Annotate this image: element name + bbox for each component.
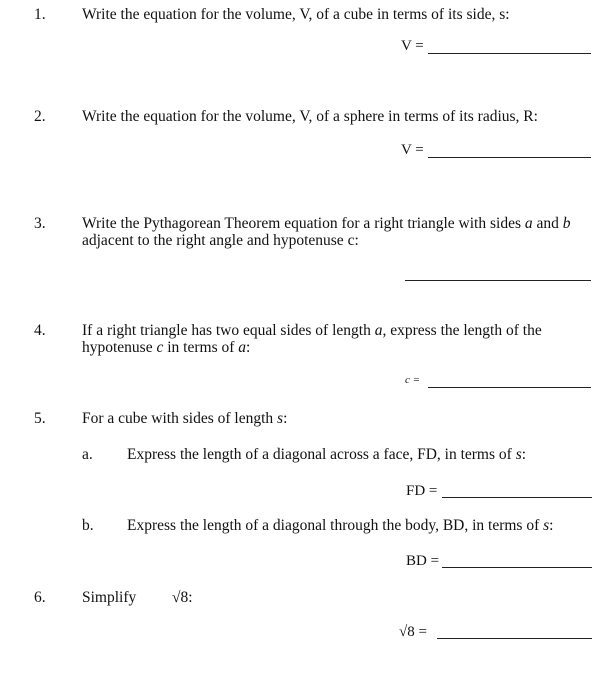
question-5-text-start: For a cube with sides of length — [82, 410, 278, 427]
question-4-answer-line[interactable] — [428, 387, 591, 388]
question-6-text: Simplify — [82, 589, 137, 606]
question-4-text-line2-end: : — [246, 339, 251, 356]
question-6-number: 6. — [34, 589, 46, 606]
question-5-number: 5. — [34, 410, 46, 427]
part-a-letter: a. — [82, 446, 93, 463]
side-s-variable: s — [277, 410, 284, 427]
question-3-and: and — [532, 215, 563, 232]
side-s-variable: s — [543, 517, 550, 534]
side-a-variable: a — [524, 215, 533, 232]
question-6-answer-line[interactable] — [437, 638, 592, 639]
part-a-answer-label: FD = — [406, 483, 438, 499]
question-3-text — [82, 215, 582, 249]
question-1-text: Write the equation for the volume, V, of a cube in terms of its side, s: — [82, 6, 510, 23]
question-2-number: 2. — [34, 108, 46, 125]
question-1-number: 1. — [34, 6, 46, 23]
question-3-text-line2: adjacent to the right angle and hypotenuse c: — [82, 232, 359, 249]
question-4-text-line2: hypotenuse — [82, 339, 157, 356]
side-b-variable: b — [562, 215, 571, 232]
question-2-text: Write the equation for the volume, V, of a sphere in terms of its radius, R: — [82, 108, 538, 125]
question-2-answer-label: V = — [401, 142, 424, 158]
question-4-text-line2-mid: in terms of — [163, 339, 239, 356]
part-a-text-start: Express the length of a diagonal across a face, FD, in terms of — [127, 446, 516, 463]
question-3-number: 3. — [34, 215, 46, 232]
question-3-answer-line[interactable] — [405, 280, 591, 281]
question-4-text-line1: If a right triangle has two equal sides of length — [82, 322, 375, 339]
question-5-text-end: : — [283, 410, 288, 427]
part-b-answer-label: BD = — [406, 553, 440, 569]
part-b-text-start: Express the length of a diagonal through the body, BD, in terms of — [127, 517, 544, 534]
part-b-answer-line[interactable] — [442, 567, 592, 568]
question-3-text-line1: Write the Pythagorean Theorem equation for a right triangle with sides — [82, 215, 525, 232]
question-6-expression: √8: — [172, 589, 193, 606]
question-2-answer-line[interactable] — [428, 157, 591, 158]
hypotenuse-c-variable: c — [156, 339, 164, 356]
question-4-answer-label: c = — [405, 374, 421, 386]
part-a-text-end: : — [521, 446, 527, 463]
question-4-text-line1-end: , express the length of the — [382, 322, 542, 339]
question-4-text — [82, 322, 582, 356]
question-6-answer-label: √8 = — [399, 624, 427, 640]
part-a-answer-line[interactable] — [442, 497, 592, 498]
question-4-number: 4. — [34, 322, 46, 339]
side-a-variable: a — [238, 339, 247, 356]
part-b-letter: b. — [82, 517, 94, 534]
side-s-variable: s — [515, 446, 522, 463]
question-5-text — [82, 410, 582, 427]
part-a-text — [127, 446, 597, 463]
part-b-text-end: : — [549, 517, 554, 534]
question-1-answer-line[interactable] — [428, 53, 591, 54]
question-1-answer-label: V = — [401, 38, 424, 54]
side-a-variable: a — [374, 322, 383, 339]
part-b-text — [127, 517, 597, 534]
